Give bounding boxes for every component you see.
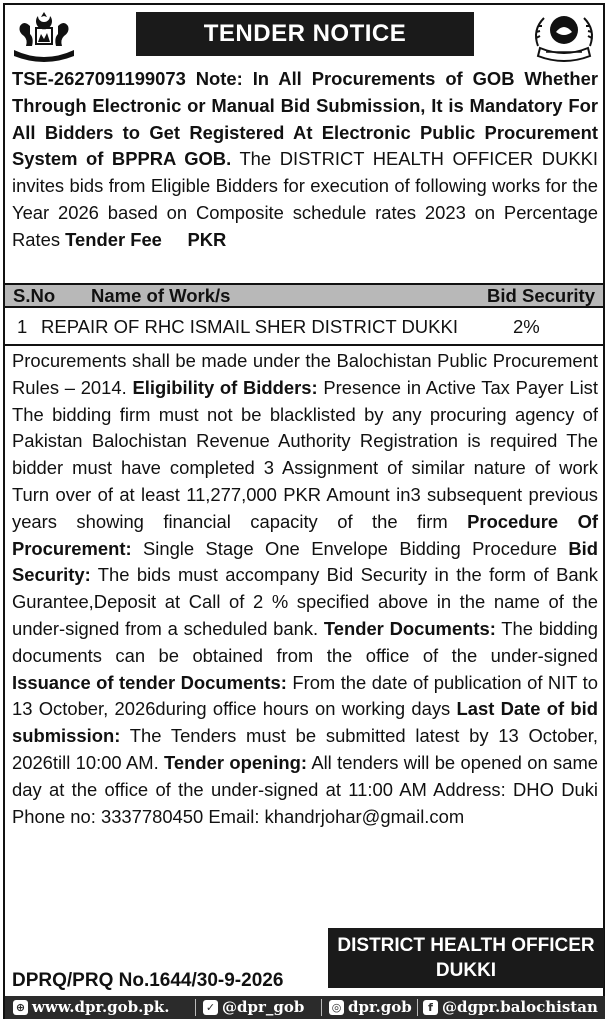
intro-paragraph: [12, 66, 598, 254]
terms-text-1: Procurements shall be made under the Balochistan Public Procurement Rules – 2014.: [12, 350, 598, 398]
footer-twitter[interactable]: [203, 998, 304, 1016]
last-date-label: Last Date of bid submission:: [12, 698, 598, 747]
instagram-text: dpr.gob: [348, 998, 412, 1016]
website-text: www.dpr.gob.pk.: [32, 998, 170, 1016]
row-bid-security: 2%: [513, 316, 540, 337]
facebook-text: @dgpr.balochistan: [442, 998, 598, 1016]
terms-text-3: Single Stage One Envelope Bidding Procedure: [131, 537, 569, 559]
dgpr-emblem-icon: [528, 8, 600, 64]
terms-text-4: The bids must accompany Bid Security in the form of Bank Gurantee,Deposit at Call of 2 % specified above in the name of the under-signed from a scheduled bank.: [12, 564, 598, 639]
intro-note: TSE-2627091199073 Note: In All Procurements of GOB Whether Through Electronic or Manual Bid Submission, It is Mandatory For All Bidders to Get Registered At Electronic Public Procurement System of BPPRA GOB.: [12, 68, 598, 170]
twitter-text: @dpr_gob: [222, 998, 305, 1016]
bid-security-label: Bid Security:: [12, 537, 598, 586]
reference-number: DPRQ/PRQ No.1644/30-9-2026: [12, 970, 284, 991]
row-sno: 1: [17, 316, 28, 337]
footer-instagram[interactable]: [329, 998, 412, 1016]
header-bid-security: Bid Security: [487, 284, 595, 306]
terms-text-8: All tenders will be opened on same day at the office of the under-signed at 11:00 AM Address: DHO Duki Phone no: 3337780450 Email: khandrjohar@gmail.com: [12, 751, 598, 827]
terms-text-7: The Tenders must be submitted latest by 13 October, 2026till 10:00 AM.: [12, 725, 598, 773]
header-sno: S.No: [13, 284, 56, 306]
balochistan-emblem-icon: [8, 8, 80, 64]
globe-icon: ⊕: [13, 1000, 28, 1015]
instagram-icon: ◎: [329, 1000, 344, 1015]
table-row: [5, 310, 603, 346]
procedure-label: Procedure Of Procurement:: [12, 510, 598, 559]
footer-website[interactable]: [13, 998, 169, 1016]
footer-bar: [5, 996, 605, 1019]
signature-box: [328, 928, 604, 988]
page-title: TENDER NOTICE: [136, 12, 474, 56]
tender-documents-label: Tender Documents:: [323, 617, 496, 639]
issuance-label: Issuance of tender Documents:: [12, 671, 287, 693]
terms-paragraph: [12, 348, 598, 830]
row-name-of-work: REPAIR OF RHC ISMAIL SHER DISTRICT DUKKI: [41, 316, 458, 337]
signature-title: DISTRICT HEALTH OFFICER: [337, 935, 595, 956]
tender-fee-value: PKR: [187, 228, 227, 250]
signature-district: DUKKI: [435, 960, 497, 981]
facebook-icon: f: [423, 1000, 438, 1015]
tender-opening-label: Tender opening:: [164, 751, 307, 773]
footer-facebook[interactable]: [423, 998, 598, 1016]
footer-divider: [195, 999, 196, 1016]
terms-text-2: Presence in Active Tax Payer List The bidding firm must not be blacklisted by any procuring agency of Pakistan Balochistan Revenue Authority Registration is required The bidder must have completed 3 Assignment of similar nature of work Turn over of at least 11,277,000 PKR Amount in3 subsequent previous years showing financial capacity of the firm: [12, 376, 598, 532]
table-header: [5, 283, 603, 308]
header-name-of-work: Name of Work/s: [91, 284, 231, 306]
terms-text-5: The bidding documents can be obtained from the office of the under-signed: [12, 617, 599, 666]
footer-divider: [321, 999, 322, 1016]
eligibility-label: Eligibility of Bidders:: [132, 376, 318, 398]
intro-text: The DISTRICT HEALTH OFFICER DUKKI invites bids from Eligible Bidders for execution of following works for the Year 2026 based on Composite schedule rates 2023 on Percentage Rates: [12, 148, 598, 250]
tender-fee-label: Tender Fee: [65, 228, 162, 250]
twitter-icon: ✓: [203, 1000, 218, 1015]
terms-text-6: From the date of publication of NIT to 13 October, 2026during office hours on working days: [12, 671, 598, 720]
footer-divider: [417, 999, 418, 1016]
